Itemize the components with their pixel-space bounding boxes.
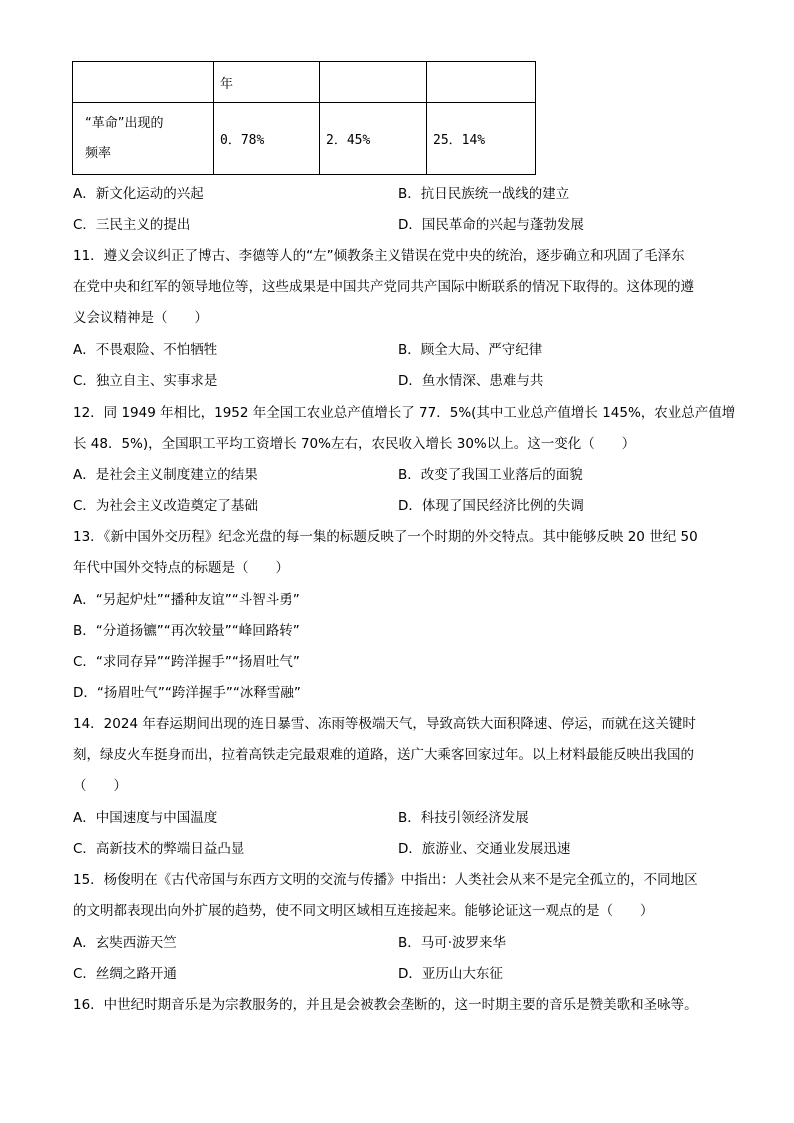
q15-option-d: D．亚历山大东征 [398, 966, 503, 982]
table-label-line: “革命”出现的 [85, 115, 164, 131]
q11-option-d: D．鱼水情深、患难与共 [398, 373, 544, 389]
q15-stem-line: 的文明都表现出向外扩展的趋势，使不同文明区域相互连接起来。能够论证这一观点的是（ ） [73, 903, 654, 919]
table-cell: 2．45% [320, 103, 427, 175]
q11-option-a: A．不畏艰险、不怕牺牲 [73, 342, 218, 358]
q14-option-b: B．科技引领经济发展 [398, 810, 529, 826]
q10-option-a: A．新文化运动的兴起 [73, 186, 204, 202]
q14-stem-line: 刻，绿皮火车挺身而出，拉着高铁走完最艰难的道路，送广大乘客回家过年。以上材料最能反映出我国的 [73, 747, 694, 763]
q14-option-c: C．高新技术的弊端日益凸显 [73, 841, 245, 857]
q12-option-d: D．体现了国民经济比例的失调 [398, 498, 584, 514]
table-cell: 0．78% [214, 103, 320, 175]
q15-option-a: A．玄奘西游天竺 [73, 935, 177, 951]
table-label-line: 频率 [85, 145, 112, 161]
q12-stem-line: 长 48．5%)，全国职工平均工资增长 70%左右，农民收入增长 30%以上。这一变化（ ） [73, 436, 636, 452]
q12-stem-line: 12．同 1949 年相比，1952 年全国工农业总产值增长了 77．5%(其中工业总产值增长 145%，农业总产值增 [73, 405, 736, 421]
q14-option-a: A．中国速度与中国温度 [73, 810, 218, 826]
q14-stem-line: 14．2024 年春运期间出现的连日暴雪、冻雨等极端天气，导致高铁大面积降速、停运，而就在这关键时 [73, 716, 696, 732]
q13-option-a: A．“另起炉灶”“播种友谊”“斗智斗勇” [73, 592, 300, 608]
table-cell [427, 62, 536, 103]
q10-option-d: D．国民革命的兴起与蓬勃发展 [398, 217, 584, 233]
q16-stem-line: 16．中世纪时期音乐是为宗教服务的，并且是会被教会垄断的，这一时期主要的音乐是赞美歌和圣咏等。 [73, 997, 698, 1013]
q11-stem-line: 在党中央和红军的领导地位等，这些成果是中国共产党同共产国际中断联系的情况下取得的。这体现的遵 [73, 279, 694, 295]
q10-option-b: B．抗日民族统一战线的建立 [398, 186, 570, 202]
q14-option-d: D．旅游业、交通业发展迅速 [398, 841, 571, 857]
q11-option-c: C．独立自主、实事求是 [73, 373, 218, 389]
q15-option-c: C．丝绸之路开通 [73, 966, 177, 982]
q15-option-b: B．马可·波罗来华 [398, 935, 507, 951]
q13-option-b: B．“分道扬镳”“再次较量”“峰回路转” [73, 623, 300, 639]
q13-stem-line: 年代中国外交特点的标题是（ ） [73, 560, 289, 576]
q11-stem-line: 11．遵义会议纠正了博古、李德等人的“左”倾教条主义错误在党中央的统治，逐步确立和巩固了毛泽东 [73, 248, 685, 264]
q13-stem-line: 13．《新中国外交历程》纪念光盘的每一集的标题反映了一个时期的外交特点。其中能够反映 20 世纪 50 [73, 529, 698, 545]
table-row-label [73, 103, 214, 175]
table-cell [320, 62, 427, 103]
table-row [73, 103, 536, 175]
q12-option-c: C．为社会主义改造奠定了基础 [73, 498, 258, 514]
q11-option-b: B．顾全大局、严守纪律 [398, 342, 543, 358]
q15-stem-line: 15．杨俊明在《古代帝国与东西方文明的交流与传播》中指出：人类社会从来不是完全孤立的，不同地区 [73, 872, 698, 888]
q12-option-b: B．改变了我国工业落后的面貌 [398, 467, 583, 483]
q13-option-d: D．“扬眉吐气”“跨洋握手”“冰释雪融” [73, 685, 301, 701]
table-cell [73, 62, 214, 103]
table-row [73, 62, 536, 103]
q10-option-c: C．三民主义的提出 [73, 217, 191, 233]
table-cell: 25．14% [427, 103, 536, 175]
q14-stem-line: （ ） [73, 778, 127, 794]
q13-option-c: C．“求同存异”“跨洋握手”“扬眉吐气” [73, 654, 300, 670]
data-table [72, 61, 536, 175]
table-cell: 年 [214, 62, 320, 103]
q11-stem-line: 义会议精神是（ ） [73, 310, 208, 326]
q12-option-a: A．是社会主义制度建立的结果 [73, 467, 258, 483]
